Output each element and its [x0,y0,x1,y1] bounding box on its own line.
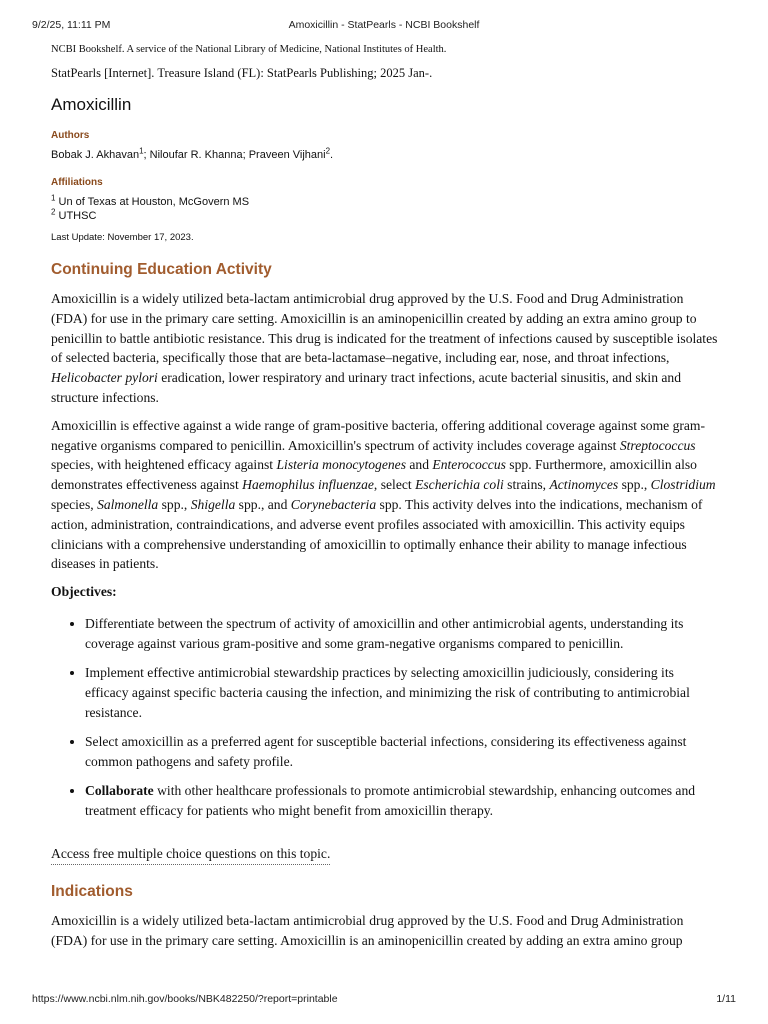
affiliation-text: UTHSC [55,210,97,222]
objectives-list [51,614,719,821]
text-run: Amoxicillin is a widely utilized beta-lactam antimicrobial drug approved by the U.S. Food and Drug Administration (FDA) for use in the primary care setting. Amoxicillin is an aminopenicillin created by adding an extra amino group to penicillin to battle antibiotic resistance. This drug is indicated for the treatment of infections caused by susceptible isolates of selected bacteria, specifically those that are beta-lactamase–negative, including ear, nose, and throat infections, [51,291,718,366]
text-run: species, with heightened efficacy against [51,457,277,473]
print-page-number: 1/11 [716,993,736,1005]
objective-item [85,732,719,772]
affiliation-item [51,195,719,209]
print-footer [32,993,736,1007]
print-page-title: Amoxicillin - StatPearls - NCBI Bookshelf [288,19,480,31]
access-questions-link[interactable]: Access free multiple choice questions on this topic. [51,844,330,865]
author-separator: ; [242,149,249,161]
text-run: strains, [503,477,550,493]
text-run: Implement effective antimicrobial stewardship practices by selecting amoxicillin judiciously, considering its efficacy against specific bacteria causing the infection, and minimizing the risk of contributing to antimicrobial resistance. [85,665,690,720]
ce-paragraph-2 [51,416,719,574]
text-run: eradication, lower respiratory and urinary tract infections, acute bacterial sinusitis, and skin and structure infections. [51,370,682,405]
author-affiliation-number: 2 [325,146,331,156]
italic-term: Enterococcus [432,457,506,473]
italic-term: Shigella [190,496,236,512]
last-update: Last Update: November 17, 2023. [51,232,194,243]
italic-term: Clostridium [650,477,716,493]
print-datetime: 9/2/25, 11:11 PM [32,19,111,31]
italic-term: Haemophilus influenzae [242,477,374,493]
affiliation-number: 1 [51,193,56,203]
indications-paragraph-1 [51,911,719,951]
bookshelf-notice: NCBI Bookshelf. A service of the National Library of Medicine, National Institutes of Health. [51,44,447,55]
affiliation-number: 2 [51,207,56,217]
text-run: Amoxicillin is effective against a wide range of gram-positive bacteria, offering additional coverage against some gram-negative organisms compared to penicillin. Amoxicillin's spectrum of activity includes coverage against [51,417,706,453]
italic-term: Corynebacteria [290,496,377,512]
text-run: Select amoxicillin as a preferred agent for susceptible bacterial infections, considering its effectiveness against common pathogens and safety profile. [85,733,687,769]
affiliations-list [51,195,719,223]
objective-item [85,614,719,654]
text-run: spp., [158,496,191,512]
objectives-label: Objectives: [51,584,117,600]
ce-paragraph-1 [51,289,719,408]
italic-term: Escherichia coli [415,477,504,493]
author-separator: ; [143,149,150,161]
print-url: https://www.ncbi.nlm.nih.gov/books/NBK482250/?report=printable [32,993,338,1005]
affiliation-item [51,209,719,223]
italic-term: Listeria monocytogenes [276,457,406,473]
text-run: with other healthcare professionals to promote antimicrobial stewardship, enhancing outcomes and treatment efficacy for patients who might benefit from amoxicillin therapy. [85,783,696,818]
author-name[interactable]: Bobak J. Akhavan [51,149,140,161]
objective-item [85,781,719,821]
print-header [32,19,736,33]
authors-list [51,148,719,163]
text-run: spp., and [235,496,291,512]
italic-term: Actinomyces [549,477,619,493]
affiliation-text: Un of Texas at Houston, McGovern MS [55,196,250,208]
italic-term: Salmonella [97,496,159,512]
document-body [51,43,719,951]
italic-term: Streptococcus [619,437,696,453]
page-title: Amoxicillin [51,95,132,114]
authors-label[interactable]: Authors [51,130,90,141]
affiliations-label[interactable]: Affiliations [51,177,103,188]
text-run: spp. Furthermore, amoxicillin also demonstrates effectiveness against [51,457,697,493]
text-run: , select [373,477,416,493]
bold-term: Collaborate [85,783,154,799]
citation: StatPearls [Internet]. Treasure Island (FL): StatPearls Publishing; 2025 Jan-. [51,66,433,80]
objective-item [85,663,719,722]
text-run: species, [51,496,98,512]
author-separator: . [330,149,334,161]
text-run: Differentiate between the spectrum of activity of amoxicillin and other antimicrobial agents, understanding its coverage against various gram-positive and some gram-negative organisms compared to penicillin. [85,615,684,651]
author-affiliation-number: 1 [139,146,144,156]
text-run: spp. This activity delves into the indications, mechanism of action, administration, contraindications, and adverse event profiles associated with amoxicillin. This activity equips clinicians with a comprehensive understanding of amoxicillin to optimally enhance their ability to manage infectious diseases in patients. [51,496,703,572]
text-run: spp., [618,477,651,493]
author-name[interactable]: Praveen Vijhani [248,149,326,161]
section-heading-indications: Indications [51,882,133,900]
author-name[interactable]: Niloufar R. Khanna [149,149,243,161]
text-run: and [405,457,433,473]
section-heading-continuing-education: Continuing Education Activity [51,261,272,278]
text-run: Amoxicillin is a widely utilized beta-lactam antimicrobial drug approved by the U.S. Food and Drug Administration (FDA) for use in the primary care setting. Amoxicillin is an aminopenicillin created by adding an extra amino group [51,912,684,948]
italic-term: Helicobacter pylori [51,370,158,386]
